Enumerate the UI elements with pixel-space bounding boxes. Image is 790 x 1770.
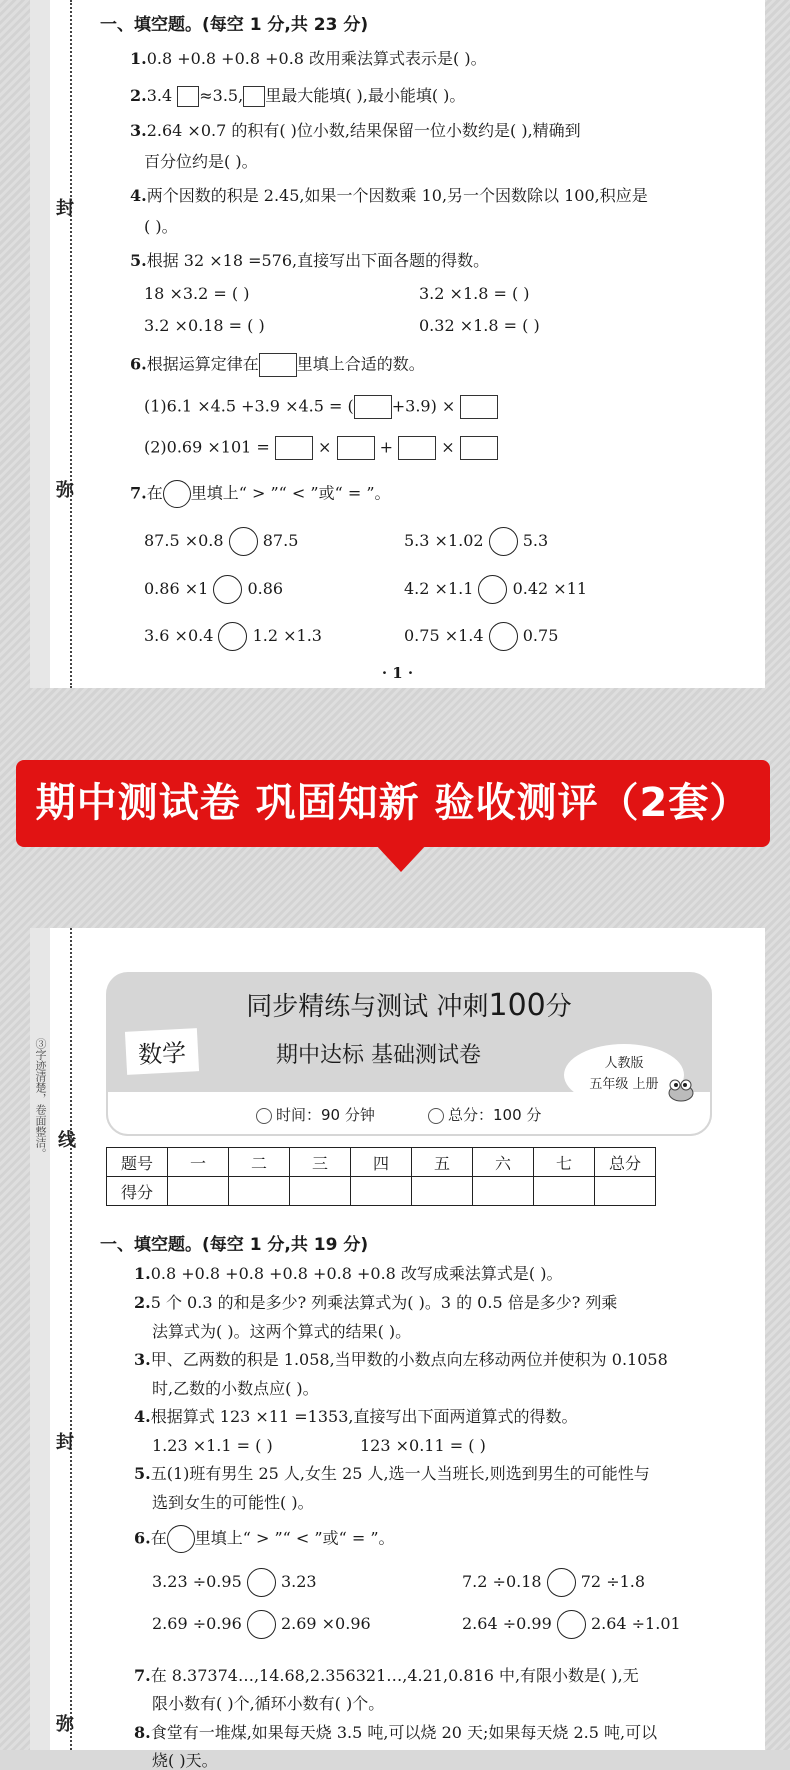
score-cell[interactable] bbox=[595, 1177, 656, 1206]
compare-circle[interactable] bbox=[489, 527, 518, 556]
score-cell[interactable] bbox=[229, 1177, 290, 1206]
compare-item: 3.6 ×0.4 1.2 ×1.3 bbox=[144, 622, 322, 651]
edition-grade: 五年级 上册 bbox=[589, 1077, 659, 1092]
clock-icon bbox=[256, 1108, 272, 1124]
answer-box[interactable] bbox=[398, 436, 436, 460]
table-cell: 三 bbox=[290, 1148, 351, 1177]
side-label-feng: 封 bbox=[56, 198, 74, 219]
section-heading: 一、填空题。(每空 1 分,共 19 分) bbox=[100, 1235, 369, 1255]
compare-item: 5.3 ×1.02 5.3 bbox=[404, 527, 548, 556]
table-cell: 题号 bbox=[107, 1148, 168, 1177]
worksheet-page-1 bbox=[30, 0, 765, 688]
score-cell[interactable] bbox=[351, 1177, 412, 1206]
question-5a: 18 ×3.2 = ( ) bbox=[144, 284, 250, 303]
score-table-score-row bbox=[107, 1177, 656, 1206]
compare-item: 0.86 ×1 0.86 bbox=[144, 575, 283, 604]
table-cell: 七 bbox=[534, 1148, 595, 1177]
page-number: · 1 · bbox=[381, 664, 414, 682]
compare-item: 3.23 ÷0.95 3.23 bbox=[152, 1568, 317, 1597]
perforation-line bbox=[70, 928, 72, 1750]
question-6-2: (2)0.69 ×101 = × + × bbox=[144, 436, 498, 460]
section-heading: 一、填空题。(每空 1 分,共 23 分) bbox=[100, 15, 369, 35]
question-4-line-1: 4.两个因数的积是 2.45,如果一个因数乘 10,另一个因数除以 100,积应是 bbox=[130, 186, 648, 205]
question-6-1: (1)6.1 ×4.5 +3.9 ×4.5 = ( +3.9) × bbox=[144, 395, 498, 419]
table-cell: 一 bbox=[168, 1148, 229, 1177]
binding-edge bbox=[30, 0, 50, 688]
question-3-line-1: 3.2.64 ×0.7 的积有( )位小数,结果保留一位小数约是( ),精确到 bbox=[130, 121, 581, 140]
score-icon bbox=[428, 1108, 444, 1124]
side-label-mi: 弥 bbox=[56, 1714, 74, 1735]
question-1: 1.0.8 +0.8 +0.8 +0.8 改用乘法算式表示是( )。 bbox=[130, 49, 487, 68]
side-label-mi: 弥 bbox=[56, 480, 74, 501]
question-4b: 123 ×0.11 = ( ) bbox=[360, 1436, 486, 1455]
question-7: 7.在 里填上“ > ”“ < ”或“ = ”。 bbox=[130, 480, 391, 508]
table-cell: 六 bbox=[473, 1148, 534, 1177]
question-1: 1.0.8 +0.8 +0.8 +0.8 +0.8 +0.8 改写成乘法算式是( )。 bbox=[134, 1264, 563, 1283]
question-5-line-1: 5.五(1)班有男生 25 人,女生 25 人,选一人当班长,则选到男生的可能性与 bbox=[134, 1464, 650, 1483]
answer-box[interactable] bbox=[337, 436, 375, 460]
subject-label: 数学 bbox=[125, 1028, 199, 1075]
question-2-line-2: 法算式为( )。这两个算式的结果( )。 bbox=[152, 1322, 412, 1341]
answer-box[interactable] bbox=[275, 436, 313, 460]
mascot-icon bbox=[666, 1076, 696, 1102]
score-cell[interactable] bbox=[473, 1177, 534, 1206]
total-score-info: 总分：100 分 bbox=[428, 1104, 541, 1125]
compare-item: 0.75 ×1.4 0.75 bbox=[404, 622, 558, 651]
compare-circle[interactable] bbox=[229, 527, 258, 556]
compare-item: 2.64 ÷0.99 2.64 ÷1.01 bbox=[462, 1610, 681, 1639]
table-cell: 得分 bbox=[107, 1177, 168, 1206]
table-cell: 二 bbox=[229, 1148, 290, 1177]
compare-circle[interactable] bbox=[557, 1610, 586, 1639]
answer-box[interactable] bbox=[460, 436, 498, 460]
table-cell: 总分 bbox=[595, 1148, 656, 1177]
perforation-line bbox=[70, 0, 72, 688]
compare-circle[interactable] bbox=[213, 575, 242, 604]
question-2: 2.3.4 ≈3.5, 里最大能填( ),最小能填( )。 bbox=[130, 86, 466, 105]
question-5: 5.根据 32 ×18 =576,直接写出下面各题的得数。 bbox=[130, 251, 490, 270]
score-cell[interactable] bbox=[290, 1177, 351, 1206]
question-7-line-2: 限小数有( )个,循环小数有( )个。 bbox=[152, 1694, 385, 1713]
edition-publisher: 人教版 bbox=[604, 1056, 644, 1071]
table-cell: 五 bbox=[412, 1148, 473, 1177]
side-label-feng: 封 bbox=[56, 1432, 74, 1453]
question-7-line-1: 7.在 8.37374…,14.68,2.356321…,4.21,0.816 中,有限小数是( ),无 bbox=[134, 1666, 639, 1685]
compare-circle[interactable] bbox=[489, 622, 518, 651]
time-info: 时间：90 分钟 bbox=[256, 1104, 375, 1125]
table-cell: 四 bbox=[351, 1148, 412, 1177]
header-subtitle: 期中达标 基础测试卷 bbox=[276, 1043, 481, 1068]
question-5c: 3.2 ×0.18 = ( ) bbox=[144, 316, 265, 335]
score-table-header-row bbox=[107, 1148, 656, 1177]
question-3-line-2: 时,乙数的小数点应( )。 bbox=[152, 1379, 319, 1398]
compare-circle[interactable] bbox=[218, 622, 247, 651]
answer-box[interactable] bbox=[354, 395, 392, 419]
header-title: 同步精练与测试 冲刺100分 bbox=[246, 988, 572, 1023]
question-5-line-2: 选到女生的可能性( )。 bbox=[152, 1493, 314, 1512]
compare-item: 2.69 ÷0.96 2.69 ×0.96 bbox=[152, 1610, 371, 1639]
compare-circle[interactable] bbox=[163, 480, 191, 508]
question-6: 6.根据运算定律在 里填上合适的数。 bbox=[130, 353, 425, 377]
question-5b: 3.2 ×1.8 = ( ) bbox=[419, 284, 530, 303]
compare-circle[interactable] bbox=[247, 1568, 276, 1597]
question-4: 4.根据算式 123 ×11 =1353,直接写出下面两道算式的得数。 bbox=[134, 1407, 578, 1426]
question-8-line-2: 烧( )天。 bbox=[152, 1751, 218, 1770]
question-3-line-2: 百分位约是( )。 bbox=[144, 152, 258, 171]
answer-box[interactable] bbox=[243, 86, 265, 107]
score-table bbox=[106, 1147, 656, 1206]
question-2-line-1: 2.5 个 0.3 的和是多少? 列乘法算式为( )。3 的 0.5 倍是多少? 列乘 bbox=[134, 1293, 618, 1312]
question-6: 6.在 里填上“ > ”“ < ”或“ = ”。 bbox=[134, 1525, 395, 1553]
compare-circle[interactable] bbox=[547, 1568, 576, 1597]
compare-item: 87.5 ×0.8 87.5 bbox=[144, 527, 298, 556]
compare-item: 4.2 ×1.1 0.42 ×11 bbox=[404, 575, 587, 604]
question-3-line-1: 3.甲、乙两数的积是 1.058,当甲数的小数点向左移动两位并使积为 0.1058 bbox=[134, 1350, 668, 1369]
side-note: ③字迹清楚，卷面整洁。 bbox=[34, 1038, 47, 1159]
banner-pointer bbox=[375, 844, 427, 872]
compare-circle[interactable] bbox=[167, 1525, 195, 1553]
score-cell[interactable] bbox=[534, 1177, 595, 1206]
compare-circle[interactable] bbox=[247, 1610, 276, 1639]
question-8-line-1: 8.食堂有一堆煤,如果每天烧 3.5 吨,可以烧 20 天;如果每天烧 2.5 吨,可以 bbox=[134, 1723, 658, 1742]
banner-text: 期中测试卷 巩固知新 验收测评（2套） bbox=[35, 780, 751, 826]
answer-box[interactable] bbox=[259, 353, 297, 377]
side-label-xian: 线 bbox=[58, 1130, 76, 1151]
answer-box[interactable] bbox=[177, 86, 199, 107]
score-cell[interactable] bbox=[168, 1177, 229, 1206]
compare-circle[interactable] bbox=[478, 575, 507, 604]
question-5d: 0.32 ×1.8 = ( ) bbox=[419, 316, 540, 335]
compare-item: 7.2 ÷0.18 72 ÷1.8 bbox=[462, 1568, 645, 1597]
question-4a: 1.23 ×1.1 = ( ) bbox=[152, 1436, 273, 1455]
score-cell[interactable] bbox=[412, 1177, 473, 1206]
answer-box[interactable] bbox=[460, 395, 498, 419]
worksheet-page-2 bbox=[30, 928, 765, 1770]
question-4-line-2: ( )。 bbox=[144, 217, 178, 236]
